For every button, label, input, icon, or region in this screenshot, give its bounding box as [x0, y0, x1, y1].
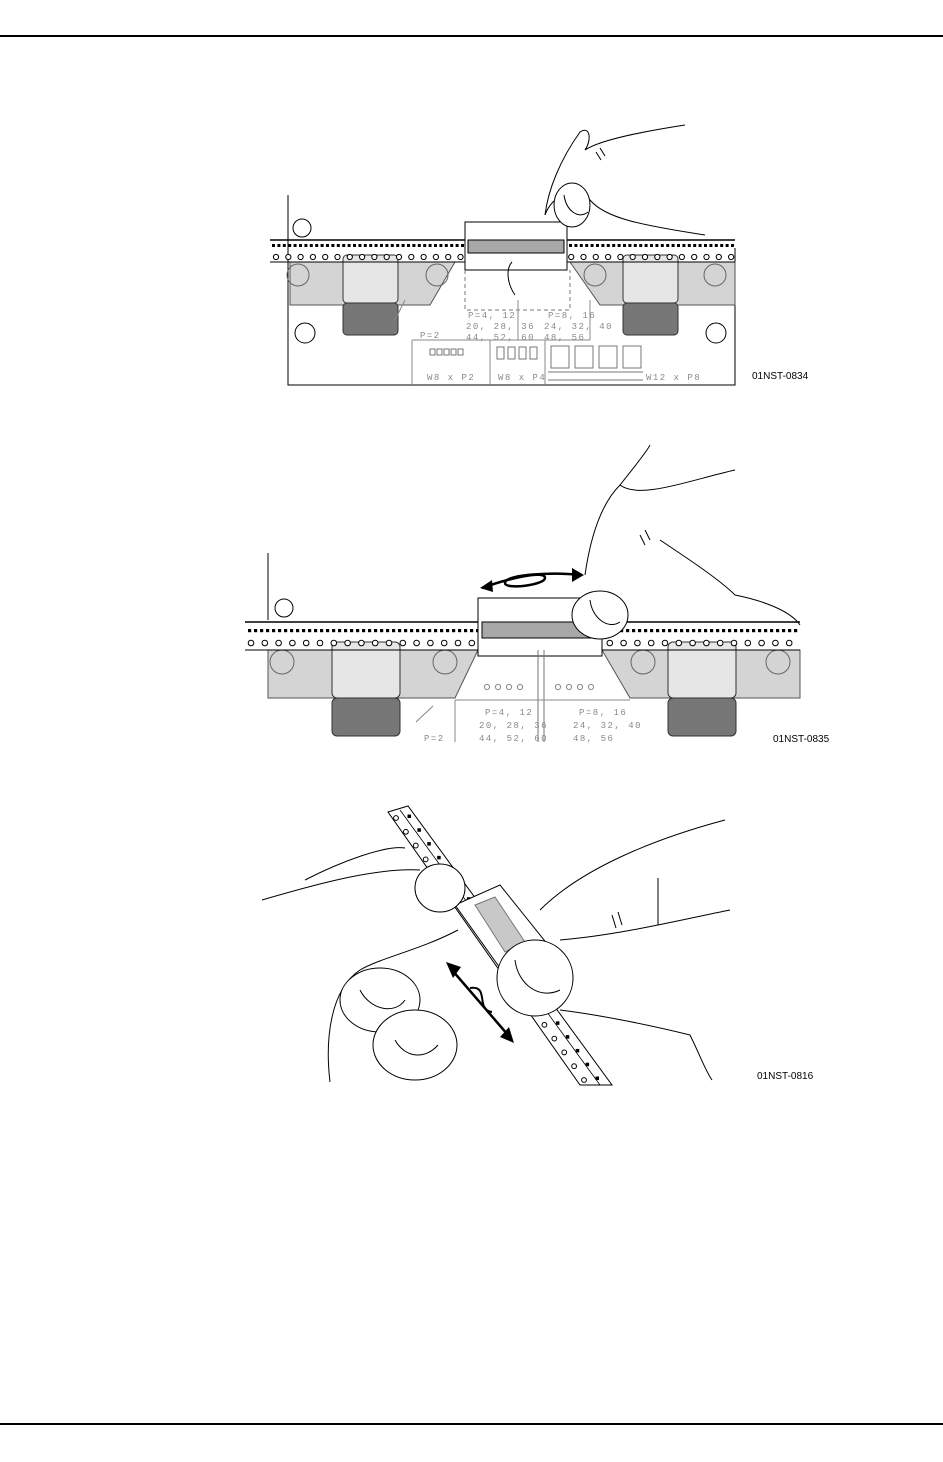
board-label-p8-2: 24, 32, 40 — [573, 721, 643, 731]
board-label-p8-1: P=8, 16 — [579, 708, 628, 718]
header-rule — [0, 35, 943, 37]
board-label-p2: P=2 — [424, 734, 445, 744]
figure-tape-splice-step-3 — [0, 800, 943, 1090]
board-label-w8p2: W8 x P2 — [427, 373, 476, 383]
board-label-p8-3: 48, 56 — [573, 734, 615, 744]
figure-3-illustration — [0, 800, 943, 1090]
figure-tape-splice-step-2 — [0, 445, 943, 750]
board-label-p4-2: 20, 28, 36 — [466, 322, 536, 332]
board-label-p8-1: P=8, 16 — [548, 311, 597, 321]
figure-id-label: 01NST-0816 — [757, 1071, 814, 1082]
board-label-w8p4: W8 x P4 — [498, 373, 547, 383]
board-label-p8-2: 24, 32, 40 — [544, 322, 614, 332]
figure-id-label: 01NST-0835 — [773, 734, 830, 745]
board-label-p4-1: P=4, 12 — [468, 311, 517, 321]
figure-2-illustration — [0, 445, 943, 750]
board-label-p4-3: 44, 52, 60 — [466, 333, 536, 343]
footer-rule — [0, 1423, 943, 1425]
board-label-p4-3: 44, 52, 60 — [479, 734, 549, 744]
figure-id-label: 01NST-0834 — [752, 371, 809, 382]
board-label-p2: P=2 — [420, 331, 441, 341]
figure-1-illustration — [0, 115, 943, 400]
board-label-w12p8: W12 x P8 — [646, 373, 702, 383]
board-label-p8-3: 48, 56 — [544, 333, 586, 343]
board-label-p4-1: P=4, 12 — [485, 708, 534, 718]
figure-tape-splice-step-1 — [0, 115, 943, 400]
board-label-p4-2: 20, 28, 36 — [479, 721, 549, 731]
